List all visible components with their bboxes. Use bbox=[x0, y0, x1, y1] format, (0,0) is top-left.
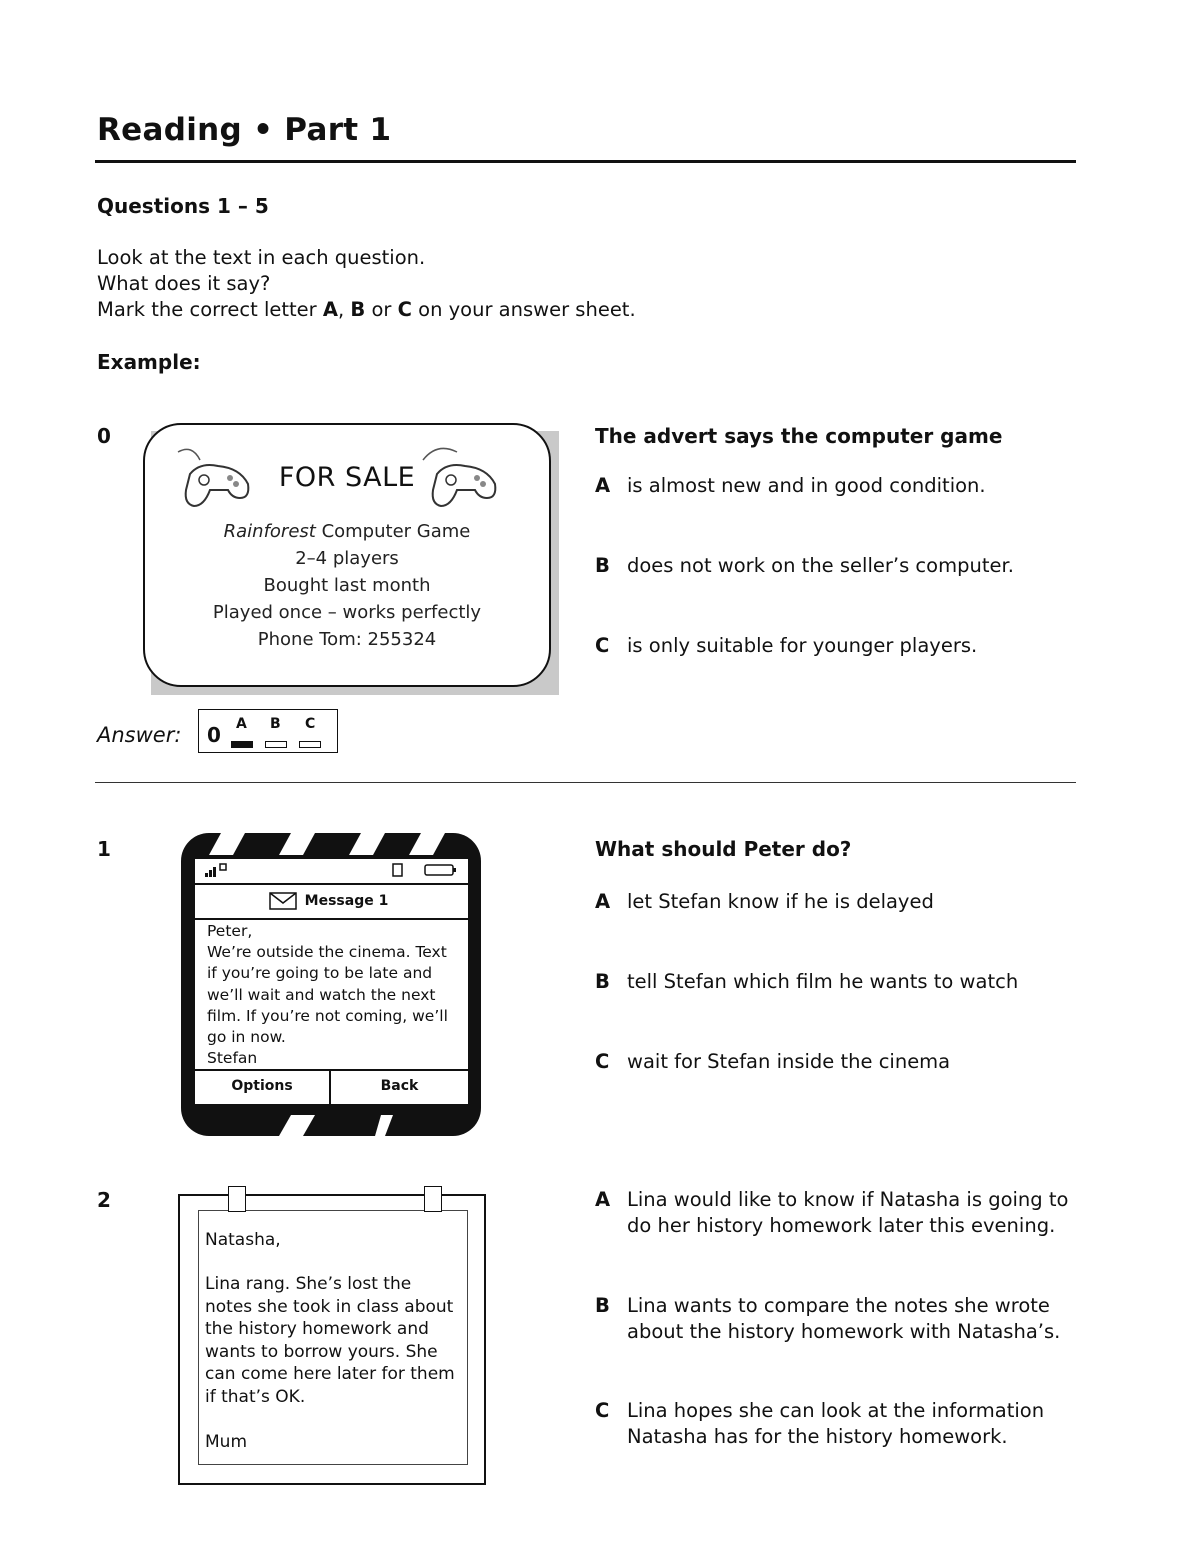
note-greeting: Natasha, bbox=[205, 1230, 281, 1250]
options-button[interactable]: Options bbox=[231, 1078, 293, 1094]
advert-line: 2–4 players bbox=[295, 548, 399, 569]
answer-letter-c: C bbox=[305, 716, 316, 732]
back-button[interactable]: Back bbox=[380, 1078, 419, 1094]
questions-range: Questions 1 – 5 bbox=[97, 194, 269, 218]
section-divider bbox=[95, 782, 1076, 783]
option-b: B does not work on the seller’s computer. bbox=[595, 554, 1014, 577]
answer-mark-b[interactable] bbox=[265, 741, 287, 748]
answer-mark-c[interactable] bbox=[299, 741, 321, 748]
advert-line: Bought last month bbox=[263, 575, 431, 596]
option-a: A Lina would like to know if Natasha is going to do her history homework later this evening. bbox=[595, 1188, 1069, 1237]
question-number: 1 bbox=[97, 837, 111, 861]
answer-mark-a[interactable] bbox=[231, 741, 253, 748]
question-number: 0 bbox=[97, 424, 111, 448]
message-title: Message 1 bbox=[304, 893, 389, 909]
advert-line: Played once – works perfectly bbox=[212, 602, 482, 623]
option-a: A let Stefan know if he is delayed bbox=[595, 890, 934, 913]
screen-divider bbox=[193, 918, 470, 920]
note-signoff: Mum bbox=[205, 1432, 248, 1452]
instruction-line: What does it say? bbox=[97, 272, 271, 295]
option-a: A is almost new and in good condition. bbox=[595, 474, 986, 497]
question-prompt: The advert says the computer game bbox=[595, 424, 1003, 448]
answer-label: Answer: bbox=[97, 723, 182, 747]
message-body: Peter, We’re outside the cinema. Text if you’re going to be late and we’ll wait and watch the next film. If you’re not coming, we’ll go in now. Stefan bbox=[207, 922, 448, 1068]
screen-divider bbox=[193, 883, 470, 885]
instruction-line: Look at the text in each question. bbox=[97, 246, 426, 269]
title-divider bbox=[95, 160, 1076, 163]
option-c: C is only suitable for younger players. bbox=[595, 634, 978, 657]
option-b: B tell Stefan which film he wants to watch bbox=[595, 970, 1019, 993]
tape-clip bbox=[424, 1186, 442, 1212]
answer-letter-a: A bbox=[236, 716, 247, 732]
screen-divider bbox=[193, 1069, 470, 1071]
note-body: Lina rang. She’s lost the notes she took in class about the history homework and wants to borrow yours. She can come here later for them if that’s OK. bbox=[205, 1274, 455, 1407]
tape-clip bbox=[228, 1186, 246, 1212]
advert-heading: FOR SALE bbox=[278, 462, 416, 493]
option-c: C Lina hopes she can look at the information Natasha has for the history homework. bbox=[595, 1399, 1045, 1448]
option-b: B Lina wants to compare the notes she wrote about the history homework with Natasha’s. bbox=[595, 1294, 1061, 1343]
answer-letter-b: B bbox=[270, 716, 281, 732]
option-c: C wait for Stefan inside the cinema bbox=[595, 1050, 951, 1073]
instruction-line-mark: Mark the correct letter A, B or C on your answer sheet. bbox=[97, 298, 636, 321]
question-number: 2 bbox=[97, 1188, 111, 1212]
page-title: Reading • Part 1 bbox=[97, 112, 392, 148]
status-bar-icons bbox=[203, 861, 465, 879]
advert-line: Rainforest Computer Game bbox=[223, 521, 471, 542]
example-label: Example: bbox=[97, 350, 201, 374]
question-prompt: What should Peter do? bbox=[595, 837, 852, 861]
advert-line: Phone Tom: 255324 bbox=[257, 629, 437, 650]
answer-number: 0 bbox=[207, 723, 221, 747]
